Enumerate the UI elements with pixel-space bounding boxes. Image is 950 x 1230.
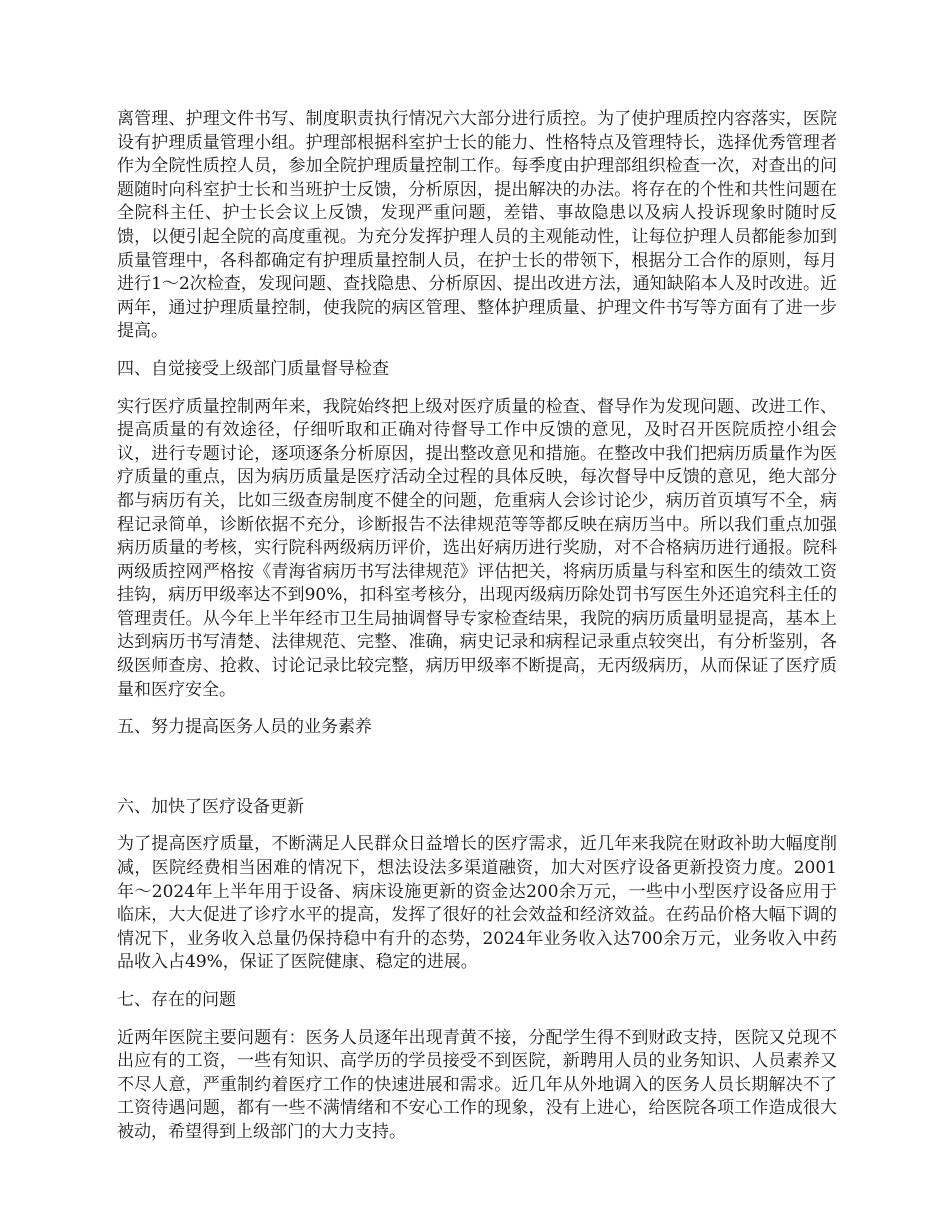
paragraph-supervision-inspection: 实行医疗质量控制两年来，我院始终把上级对医疗质量的检查、督导作为发现问题、改进工作、提高质量的有效途径，仔细听取和正确对待督导工作中反馈的意见，及时召开医院质控小组会议，进行专题讨论，逐项逐条分析原因，提出整改意见和措施。在整改中我们把病历质量作为医疗质量的重点，因为病历质量是医疗活动全过程的具体反映，每次督导中反馈的意见，绝大部分都与病历有关，比如三级查房制度不健全的问题，危重病人会诊讨论少，病历首页填写不全，病程记录简单，诊断依据不充分，诊断报告不法律规范等等都反映在病历当中。所以我们重点加强病历质量的考核，实行院科两级病历评价，选出好病历进行奖励，对不合格病历进行通报。院科两级质控网严格按《青海省病历书写法律规范》评估把关，将病历质量与科室和医生的绩效工资挂钩，病历甲级率达不到90%，扣科室考核分，出现丙级病历除处罚书写医生外还追究科主任的管理责任。从今年上半年经市卫生局抽调督导专家检查结果，我院的病历质量明显提高，基本上达到病历书写清楚、法律规范、完整、准确，病史记录和病程记录重点较突出，有分析鉴别，各级医师查房、抢救、讨论记录比较完整，病历甲级率不断提高，无丙级病历，从而保证了医疗质量和医疗安全。 [117,396,837,700]
section-heading-5: 五、努力提高医务人员的业务素养 [117,717,372,738]
document-page [117,108,837,1159]
section-heading-7: 七、存在的问题 [117,990,236,1010]
section-heading-6: 六、加快了医疗设备更新 [117,796,304,817]
paragraph-equipment-update: 为了提高医疗质量，不断满足人民群众日益增长的医疗需求，近几年来我院在财政补助大幅度削减，医院经费相当困难的情况下，想法设法多渠道融资，加大对医疗设备更新投资力度。2001年～2024年上半年用于设备、病床设施更新的资金达200余万元，一些中小型医疗设备应用于临床，大大促进了诊疗水平的提高，发挥了很好的社会效益和经济效益。在药品价格大幅下调的情况下，业务收入总量仍保持稳中有升的态势，2024年业务收入达700余万元，业务收入中药品收入占49%，保证了医院健康、稳定的进展。 [117,834,837,973]
section-heading-4: 四、自觉接受上级部门质量督导检查 [117,358,389,379]
blank-section-space [117,754,837,796]
paragraph-existing-problems: 近两年医院主要问题有：医务人员逐年出现青黄不接，分配学生得不到财政支持，医院又兑现不出应有的工资，一些有知识、高学历的学员接受不到医院，新聘用人员的业务知识、人员素养又不尽人意，严重制约着医疗工作的快速进展和需求。近几年从外地调入的医务人员长期解决不了工资待遇问题，都有一些不满情绪和不安心工作的现象，没有上进心，给医院各项工作造成很大被动，希望得到上级部门的大力支持。 [117,1027,837,1142]
paragraph-nursing-quality-control: 离管理、护理文件书写、制度职责执行情况六大部分进行质控。为了使护理质控内容落实，医院设有护理质量管理小组。护理部根据科室护士长的能力、性格特点及管理特长，选择优秀管理者作为全院性质控人员，参加全院护理质量控制工作。每季度由护理部组织检查一次，对查出的问题随时向科室护士长和当班护士反馈，分析原因，提出解决的办法。将存在的个性和共性问题在全院科主任、护士长会议上反馈，发现严重问题，差错、事故隐患以及病人投诉现象时随时反馈，以便引起全院的高度重视。为充分发挥护理人员的主观能动性，让每位护理人员都能参加到质量管理中，各科都确定有护理质量控制人员，在护士长的带领下，根据分工合作的原则，每月进行1～2次检查，发现问题、查找隐患、分析原因、提出改进方法，通知缺陷本人及时改进。近两年，通过护理质量控制，使我院的病区管理、整体护理质量、护理文件书写等方面有了进一步提高。 [117,109,837,342]
